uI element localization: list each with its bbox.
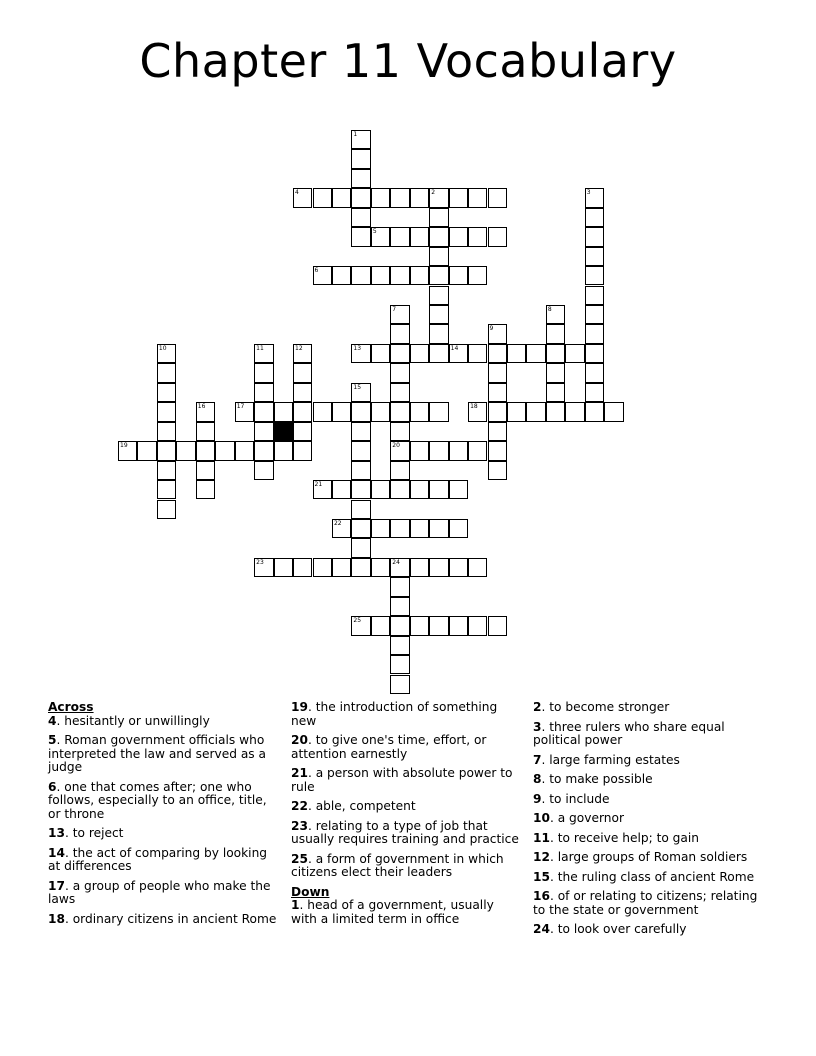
grid-cell[interactable] [390, 655, 409, 674]
clue-number: 18 [48, 911, 65, 926]
grid-cell[interactable] [429, 519, 448, 538]
grid-cell[interactable] [429, 247, 448, 266]
clues-column-1 [48, 701, 282, 932]
grid-cell[interactable] [313, 558, 332, 577]
clue-number-label: 10 [158, 344, 167, 352]
grid-cell[interactable] [410, 344, 429, 363]
grid-cell[interactable] [293, 383, 312, 402]
clue-number: 4 [48, 713, 57, 728]
clue-number-label: 20 [392, 442, 400, 450]
grid-cell[interactable] [254, 441, 273, 460]
clue-text: to become stronger [549, 700, 670, 714]
grid-cell[interactable] [410, 519, 429, 538]
clue-number: 11 [533, 830, 550, 845]
grid-cell[interactable] [410, 480, 429, 499]
grid-cell[interactable] [235, 441, 254, 460]
grid-cell[interactable] [137, 441, 156, 460]
grid-cell[interactable] [332, 266, 351, 285]
clue-number-label: 17 [236, 403, 245, 411]
grid-cell[interactable] [157, 500, 176, 519]
across-heading: Across [48, 700, 94, 714]
clue-number: 9 [533, 791, 542, 806]
grid-cell[interactable] [157, 363, 176, 382]
clue-text: to make possible [549, 772, 653, 786]
grid-cell[interactable] [332, 480, 351, 499]
clue-text: the act of comparing by looking at differences [48, 845, 268, 873]
clue-text: a form of government in which citizens elect their leaders [291, 851, 504, 879]
grid-cell[interactable] [429, 616, 448, 635]
clue-item: 13. to reject [48, 826, 124, 840]
clue-number-label: 18 [470, 403, 478, 411]
clue-text: hesitantly or unwillingly [64, 713, 210, 728]
grid-cell[interactable] [390, 636, 409, 655]
grid-cell[interactable] [488, 227, 507, 246]
clue-number: 15 [533, 869, 550, 884]
clue-item: 7. large farming estates [533, 752, 680, 767]
grid-cell[interactable] [410, 266, 429, 285]
across-clue-list-continued [291, 701, 521, 880]
clue-number-label: 16 [197, 403, 206, 411]
clue-text: head of a government, usually with a limited term in office [291, 898, 494, 926]
clue-number-label: 1 [353, 130, 358, 138]
grid-cell[interactable] [332, 402, 351, 421]
clue-number-label: 19 [120, 442, 128, 450]
grid-cell[interactable] [390, 675, 409, 694]
grid-cell[interactable] [157, 461, 176, 480]
grid-cell[interactable] [293, 558, 312, 577]
grid-cell[interactable] [390, 558, 409, 577]
clue-text: large farming estates [549, 752, 680, 767]
clue-text: to look over carefully [557, 922, 687, 936]
grid-cell[interactable] [293, 344, 312, 363]
grid-cell[interactable] [410, 616, 429, 635]
clue-number: 20 [291, 733, 308, 747]
grid-cell[interactable] [293, 441, 312, 460]
clue-number-label: 2 [431, 189, 436, 197]
clue-item: 6. one that comes after; one who follows, especially to an office, title, or throne [48, 779, 267, 821]
grid-cell[interactable] [274, 558, 293, 577]
grid-cell[interactable] [390, 227, 409, 246]
grid-cell[interactable] [390, 324, 409, 343]
grid-cell[interactable] [351, 208, 370, 227]
clue-number: 24 [533, 922, 550, 936]
clue-item: 3. three rulers who share equal political power [533, 719, 725, 747]
grid-cell[interactable] [157, 422, 176, 441]
grid-cell[interactable] [371, 616, 390, 635]
clue-number: 2 [533, 700, 542, 714]
grid-cell[interactable] [546, 344, 565, 363]
clue-number: 7 [533, 752, 542, 767]
grid-cell[interactable] [157, 383, 176, 402]
clue-number: 1 [291, 898, 300, 912]
clue-number-label: 13 [353, 344, 362, 352]
grid-cell[interactable] [371, 188, 390, 207]
grid-cell[interactable] [488, 461, 507, 480]
grid-cell[interactable] [390, 616, 409, 635]
grid-cell[interactable] [488, 344, 507, 363]
grid-cell[interactable] [351, 538, 370, 557]
clue-number: 21 [291, 766, 308, 780]
grid-cell[interactable] [468, 441, 487, 460]
grid-cell[interactable] [274, 441, 293, 460]
grid-cell[interactable] [390, 266, 409, 285]
grid-cell[interactable] [526, 344, 545, 363]
grid-cell[interactable] [429, 344, 448, 363]
grid-cell[interactable] [351, 519, 370, 538]
grid-cell[interactable] [351, 616, 370, 635]
clue-item: 21. a person with absolute power to rule [291, 766, 513, 794]
grid-cell[interactable] [313, 402, 332, 421]
grid-cell[interactable] [507, 402, 526, 421]
clue-number: 19 [291, 700, 308, 714]
clue-item: 14. the act of comparing by looking at differences [48, 845, 268, 873]
clue-item: 4. hesitantly or unwillingly [48, 713, 210, 728]
grid-cell[interactable] [449, 227, 468, 246]
grid-cell[interactable] [585, 305, 604, 324]
down-heading: Down [291, 884, 330, 899]
grid-cell[interactable] [585, 383, 604, 402]
clue-number-label: 5 [372, 228, 377, 236]
clue-number: 23 [291, 818, 308, 833]
clue-item: 9. to include [533, 791, 610, 806]
clue-number-label: 22 [333, 519, 342, 527]
clue-text: the introduction of something new [291, 700, 498, 728]
grid-cell[interactable] [351, 383, 370, 402]
clue-item: 1. head of a government, usually with a limited term in office [291, 898, 494, 926]
grid-cell[interactable] [332, 558, 351, 577]
grid-cell[interactable] [351, 130, 370, 149]
grid-cell[interactable] [351, 558, 370, 577]
grid-cell[interactable] [390, 441, 409, 460]
grid-cell[interactable] [449, 519, 468, 538]
grid-cell[interactable] [371, 519, 390, 538]
grid-cell[interactable] [565, 402, 584, 421]
clue-item: 5. Roman government officials who interpreted the law and served as a judge [48, 733, 266, 774]
grid-cell[interactable] [507, 344, 526, 363]
grid-cell[interactable] [429, 305, 448, 324]
grid-cell[interactable] [429, 208, 448, 227]
clue-text: to include [549, 791, 610, 806]
grid-cell[interactable] [585, 402, 604, 421]
grid-cell[interactable] [390, 402, 409, 421]
grid-cell[interactable] [351, 188, 370, 207]
grid-cell[interactable] [565, 344, 584, 363]
clue-text: ordinary citizens in ancient Rome [72, 911, 277, 926]
grid-cell[interactable] [429, 286, 448, 305]
clues-column-3 [533, 701, 773, 943]
clue-number: 6 [48, 779, 57, 794]
grid-cell[interactable] [157, 344, 176, 363]
grid-cell[interactable] [196, 461, 215, 480]
clue-text: to reject [72, 826, 124, 840]
grid-cell[interactable] [351, 461, 370, 480]
clue-text: relating to a type of job that usually requires training and practice [291, 818, 519, 846]
grid-cell[interactable] [313, 188, 332, 207]
grid-cell[interactable] [449, 344, 468, 363]
clue-item: 24. to look over carefully [533, 922, 687, 936]
grid-cell[interactable] [351, 480, 370, 499]
clue-text: to give one's time, effort, or attention earnestly [291, 733, 487, 761]
grid-cell[interactable] [468, 227, 487, 246]
clue-number: 13 [48, 826, 65, 840]
clue-item: 19. the introduction of something new [291, 700, 498, 728]
grid-cell[interactable] [410, 402, 429, 421]
grid-cell[interactable] [254, 344, 273, 363]
grid-cell[interactable] [371, 344, 390, 363]
grid-cell[interactable] [196, 422, 215, 441]
grid-cell[interactable] [488, 363, 507, 382]
clue-number: 10 [533, 811, 550, 825]
grid-cell[interactable] [429, 227, 448, 246]
clue-number: 22 [291, 799, 308, 813]
clue-item: 16. of or relating to citizens; relating to the state or government [533, 889, 758, 917]
grid-cell[interactable] [429, 324, 448, 343]
grid-cell[interactable] [429, 266, 448, 285]
clue-number-label: 9 [489, 325, 494, 333]
grid-cell[interactable] [429, 558, 448, 577]
clue-text: to receive help; to gain [557, 830, 699, 845]
clue-text: a person with absolute power to rule [291, 766, 513, 794]
grid-cell[interactable] [371, 266, 390, 285]
clue-item: 11. to receive help; to gain [533, 830, 699, 845]
grid-cell[interactable] [390, 383, 409, 402]
grid-cell[interactable] [235, 402, 254, 421]
clue-number: 5 [48, 733, 57, 747]
grid-cell[interactable] [468, 402, 487, 421]
grid-cell[interactable] [332, 519, 351, 538]
grid-cell[interactable] [429, 480, 448, 499]
clue-number: 8 [533, 772, 542, 786]
clue-item: 15. the ruling class of ancient Rome [533, 869, 755, 884]
clue-number-label: 6 [314, 267, 319, 275]
grid-cell[interactable] [313, 480, 332, 499]
grid-cell[interactable] [546, 305, 565, 324]
grid-cell[interactable] [351, 402, 370, 421]
grid-cell[interactable] [254, 383, 273, 402]
grid-cell[interactable] [488, 383, 507, 402]
clue-item: 2. to become stronger [533, 700, 670, 714]
clue-text: a governor [557, 811, 624, 825]
clue-number: 16 [533, 889, 550, 903]
grid-cell[interactable] [293, 402, 312, 421]
clue-number: 25 [291, 851, 308, 866]
grid-cell[interactable] [390, 480, 409, 499]
grid-cell[interactable] [410, 441, 429, 460]
clue-item: 18. ordinary citizens in ancient Rome [48, 911, 277, 926]
grid-cell[interactable] [254, 461, 273, 480]
grid-cell[interactable] [390, 344, 409, 363]
clue-text: of or relating to citizens; relating to the state or government [533, 889, 758, 917]
clue-item: 25. a form of government in which citizens elect their leaders [291, 851, 504, 879]
grid-cell[interactable] [390, 188, 409, 207]
clue-text: a group of people who make the laws [48, 878, 271, 906]
grid-cell[interactable] [585, 344, 604, 363]
grid-cell[interactable] [371, 480, 390, 499]
grid-cell[interactable] [488, 402, 507, 421]
grid-cell[interactable] [351, 149, 370, 168]
grid-cell[interactable] [390, 519, 409, 538]
clue-item: 12. large groups of Roman soldiers [533, 850, 748, 864]
clue-text: Roman government officials who interpreted the law and served as a judge [48, 733, 266, 774]
down-clue-list [291, 899, 521, 926]
across-clue-list [48, 715, 282, 927]
grid-cell[interactable] [332, 188, 351, 207]
grid-cell[interactable] [585, 247, 604, 266]
grid-cell[interactable] [449, 480, 468, 499]
grid-cell[interactable] [390, 305, 409, 324]
grid-cell[interactable] [390, 461, 409, 480]
grid-cell[interactable] [546, 383, 565, 402]
grid-cell[interactable] [351, 266, 370, 285]
grid-cell[interactable] [254, 402, 273, 421]
grid-cell[interactable] [157, 441, 176, 460]
grid-cell[interactable] [526, 402, 545, 421]
clue-number-label: 23 [256, 558, 264, 566]
grid-cell[interactable] [390, 363, 409, 382]
grid-cell[interactable] [429, 402, 448, 421]
grid-cell[interactable] [468, 616, 487, 635]
page-title: Chapter 11 Vocabulary [139, 34, 677, 88]
grid-cell[interactable] [293, 422, 312, 441]
clue-item: 10. a governor [533, 811, 624, 825]
grid-cell[interactable] [488, 441, 507, 460]
grid-cell[interactable] [196, 480, 215, 499]
grid-cell[interactable] [429, 188, 448, 207]
grid-cell[interactable] [351, 227, 370, 246]
grid-cell[interactable] [449, 558, 468, 577]
clue-number-label: 8 [547, 306, 552, 313]
grid-cell[interactable] [313, 266, 332, 285]
grid-cell[interactable] [390, 422, 409, 441]
grid-cell[interactable] [351, 169, 370, 188]
clue-number-label: 11 [256, 344, 264, 352]
clues-column-2 [291, 701, 521, 932]
clue-number-label: 12 [295, 344, 303, 352]
grid-cell[interactable] [585, 227, 604, 246]
grid-cell[interactable] [585, 363, 604, 382]
grid-cell[interactable] [293, 363, 312, 382]
grid-cell[interactable] [351, 422, 370, 441]
grid-cell[interactable] [468, 344, 487, 363]
clue-number-label: 25 [353, 617, 362, 625]
clue-item: 17. a group of people who make the laws [48, 878, 271, 906]
grid-cell[interactable] [449, 616, 468, 635]
grid-cell[interactable] [371, 558, 390, 577]
grid-cell[interactable] [215, 441, 234, 460]
grid-cell[interactable] [546, 402, 565, 421]
clue-number-label: 15 [353, 383, 362, 391]
clue-text: one that comes after; one who follows, especially to an office, title, or throne [48, 779, 267, 821]
clue-number-label: 3 [586, 189, 591, 197]
clue-text: the ruling class of ancient Rome [557, 869, 755, 884]
grid-cell[interactable] [196, 402, 215, 421]
clue-text: able, competent [315, 799, 416, 813]
grid-cell[interactable] [449, 266, 468, 285]
grid-cell[interactable] [371, 227, 390, 246]
grid-cell[interactable] [488, 422, 507, 441]
clue-number: 17 [48, 878, 65, 893]
grid-cell[interactable] [390, 577, 409, 596]
grid-cell[interactable] [410, 188, 429, 207]
grid-cell[interactable] [118, 441, 137, 460]
grid-cell[interactable] [449, 441, 468, 460]
clue-number-label: 4 [295, 189, 299, 197]
grid-cell[interactable] [449, 188, 468, 207]
clue-item: 20. to give one's time, effort, or attention earnestly [291, 733, 487, 761]
grid-cell[interactable] [351, 344, 370, 363]
grid-cell[interactable] [468, 188, 487, 207]
grid-cell[interactable] [254, 422, 273, 441]
grid-cell[interactable] [585, 324, 604, 343]
grid-cell[interactable] [429, 441, 448, 460]
grid-cell[interactable] [390, 597, 409, 616]
grid-cell[interactable] [410, 227, 429, 246]
grid-cell[interactable] [351, 500, 370, 519]
clue-number-label: 24 [392, 558, 400, 566]
clue-number: 12 [533, 850, 550, 864]
grid-cell[interactable] [585, 266, 604, 285]
clue-number: 3 [533, 719, 542, 734]
grid-cell[interactable] [293, 188, 312, 207]
grid-cell[interactable] [546, 324, 565, 343]
clue-number: 14 [48, 845, 65, 860]
grid-cell[interactable] [488, 324, 507, 343]
down-clue-list-continued [533, 701, 773, 937]
grid-cell[interactable] [488, 616, 507, 635]
grid-cell[interactable] [468, 266, 487, 285]
clue-number-label: 14 [450, 344, 459, 352]
clue-number-label: 21 [314, 481, 323, 489]
grid-cell[interactable] [371, 402, 390, 421]
grid-cell[interactable] [157, 402, 176, 421]
grid-cell[interactable] [604, 402, 623, 421]
grid-cell[interactable] [196, 441, 215, 460]
grid-cell[interactable] [176, 441, 195, 460]
grid-cell[interactable] [274, 402, 293, 421]
clue-item: 23. relating to a type of job that usually requires training and practice [291, 818, 519, 846]
clue-item: 22. able, competent [291, 799, 416, 813]
clue-text: large groups of Roman soldiers [557, 850, 748, 864]
grid-cell[interactable] [254, 558, 273, 577]
grid-cell[interactable] [585, 188, 604, 207]
grid-cell[interactable] [585, 208, 604, 227]
grid-cell[interactable] [488, 188, 507, 207]
clue-number-label: 7 [392, 306, 397, 313]
black-cell [274, 422, 293, 441]
grid-cell[interactable] [585, 286, 604, 305]
grid-cell[interactable] [157, 480, 176, 499]
grid-cell[interactable] [351, 441, 370, 460]
grid-cell[interactable] [546, 363, 565, 382]
grid-cell[interactable] [468, 558, 487, 577]
clue-item: 8. to make possible [533, 772, 653, 786]
grid-cell[interactable] [410, 558, 429, 577]
grid-cell[interactable] [254, 363, 273, 382]
clue-text: three rulers who share equal political power [533, 719, 725, 747]
